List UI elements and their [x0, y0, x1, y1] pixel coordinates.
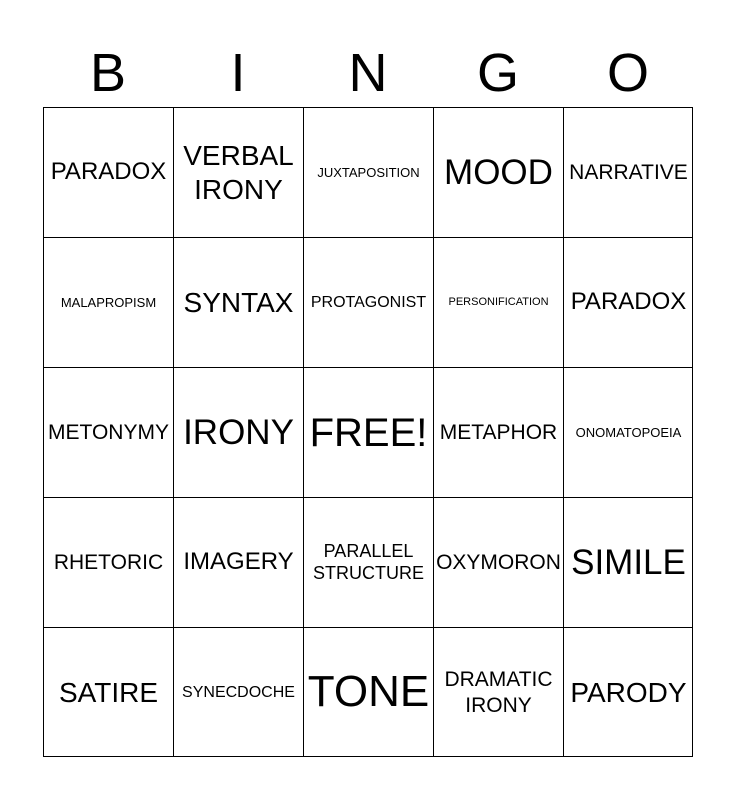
- bingo-cell[interactable]: [173, 107, 303, 237]
- bingo-cell[interactable]: [43, 497, 173, 627]
- bingo-cell[interactable]: [563, 107, 693, 237]
- bingo-header: [43, 40, 693, 106]
- bingo-cell[interactable]: [303, 497, 433, 627]
- cell-text: OXYMORON: [436, 550, 561, 574]
- bingo-cell[interactable]: [433, 497, 563, 627]
- header-letter-i: I: [230, 43, 246, 103]
- bingo-cell[interactable]: [433, 367, 563, 497]
- cell-text: METONYMY: [48, 420, 169, 444]
- free-space-text: FREE!: [309, 410, 428, 455]
- header-letter-b: B: [89, 43, 127, 103]
- cell-text: SYNTAX: [183, 286, 294, 318]
- cell-text: IRONY: [183, 412, 294, 452]
- cell-text: PARADOX: [570, 288, 687, 316]
- cell-text: NARRATIVE: [569, 160, 688, 184]
- bingo-cell[interactable]: [43, 367, 173, 497]
- bingo-cell[interactable]: [563, 497, 693, 627]
- cell-text: ONOMATOPOEIA: [575, 424, 682, 440]
- cell-text: SYNECDOCHE: [182, 683, 295, 701]
- bingo-cell[interactable]: [303, 107, 433, 237]
- bingo-cell[interactable]: [433, 107, 563, 237]
- cell-text: PARODY: [570, 676, 687, 708]
- cell-text: JUXTAPOSITION: [317, 164, 420, 180]
- cell-text: PROTAGONIST: [310, 293, 427, 311]
- bingo-cell[interactable]: [43, 107, 173, 237]
- cell-text: PARADOX: [50, 158, 167, 186]
- bingo-board: [43, 107, 693, 757]
- header-letter-n: N: [348, 43, 388, 103]
- bingo-cell[interactable]: [433, 237, 563, 367]
- cell-text: MALAPROPISM: [60, 294, 157, 310]
- header-letter-o: O: [606, 43, 649, 103]
- cell-text: VERBAL IRONY: [183, 139, 294, 205]
- header-letter-g: G: [476, 43, 519, 103]
- bingo-cell[interactable]: [303, 237, 433, 367]
- cell-text: RHETORIC: [53, 550, 164, 574]
- cell-text: DRAMATIC IRONY: [444, 668, 553, 717]
- cell-text: IMAGERY: [183, 548, 294, 576]
- bingo-cell[interactable]: [563, 367, 693, 497]
- bingo-cell[interactable]: [43, 237, 173, 367]
- bingo-cell[interactable]: [173, 497, 303, 627]
- cell-text: PERSONIFICATION: [448, 295, 549, 308]
- bingo-cell[interactable]: [43, 627, 173, 757]
- bingo-cell[interactable]: [173, 627, 303, 757]
- bingo-cell[interactable]: [173, 237, 303, 367]
- cell-text: METAPHOR: [439, 420, 558, 444]
- bingo-cell[interactable]: [563, 627, 693, 757]
- bingo-cell[interactable]: [173, 367, 303, 497]
- bingo-cell[interactable]: [563, 237, 693, 367]
- bingo-cell free-space[interactable]: [303, 367, 433, 497]
- bingo-cell[interactable]: [303, 627, 433, 757]
- cell-text: SIMILE: [571, 542, 686, 582]
- cell-text: TONE: [307, 667, 430, 717]
- bingo-cell[interactable]: [433, 627, 563, 757]
- cell-text: MOOD: [444, 152, 553, 192]
- cell-text: PARALLEL STRUCTURE: [313, 540, 424, 583]
- cell-text: SATIRE: [58, 676, 159, 708]
